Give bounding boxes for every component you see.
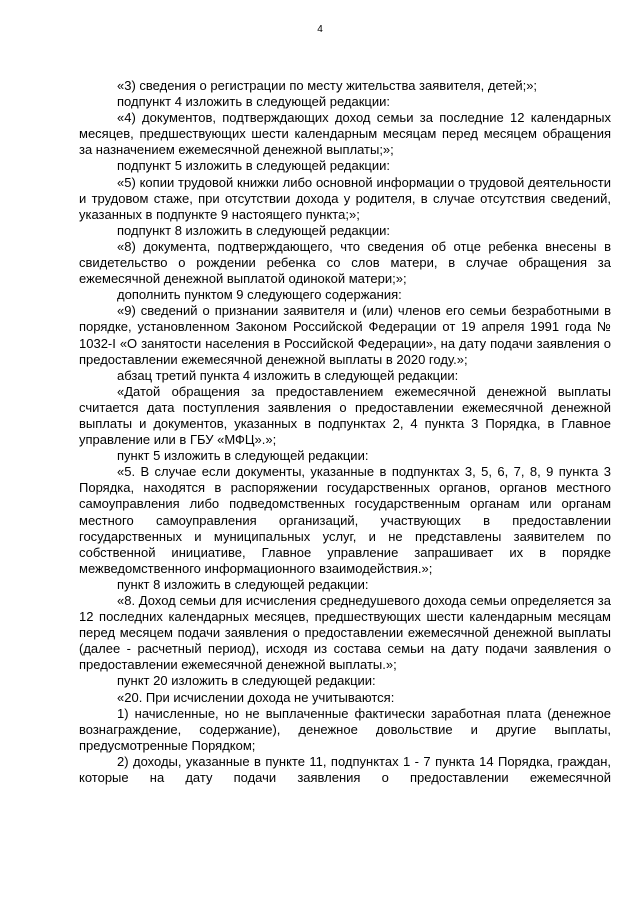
- paragraph: «4) документов, подтверждающих доход семьи за последние 12 календарных месяцев, предшествующих шести календарным месяцам перед месяцем обращения за назначением ежемесячной денежной выплаты;»;: [79, 110, 611, 158]
- paragraph: подпункт 8 изложить в следующей редакции:: [117, 222, 391, 238]
- paragraph: «Датой обращения за предоставлением ежемесячной денежной выплаты считается дата поступления заявления о предоставлении ежемесячной денежной выплаты и документов, указанных в подпунктах 2, 4 пункта 3 Порядка, в Главное управление или в ГБУ «МФЦ».»;: [79, 383, 611, 448]
- paragraph: «20. При исчислении дохода не учитываются:: [117, 689, 395, 705]
- paragraph: «8) документа, подтверждающего, что сведения об отце ребенка внесены в свидетельство о рождении ребенка со слов матери, в случае обращения за ежемесячной денежной выплатой одинокой матери;»;: [79, 238, 611, 287]
- paragraph: пункт 8 изложить в следующей редакции:: [117, 576, 369, 592]
- paragraph: «5) копии трудовой книжки либо основной информации о трудовой деятельности и трудовом стаже, при отсутствии дохода у родителя, в случае отсутствия сведений, указанных в подпункте 9 настоящего пункта;»;: [79, 174, 611, 222]
- paragraph: «8. Доход семьи для исчисления среднедушевого дохода семьи определяется за 12 последних календарных месяцев, предшествующих шести календарным месяцам перед месяцем подачи заявления о предоставлении ежемесячной денежной выплаты (далее - расчетный период), исходя из состава семьи на дату подачи заявления о предоставлении ежемесячной денежной выплаты.»;: [79, 593, 611, 673]
- paragraph: «5. В случае если документы, указанные в подпунктах 3, 5, 6, 7, 8, 9 пункта 3 Порядка, находятся в распоряжении государственных органов, органов местного самоуправления либо подведомственных государственным органам или органам местного самоуправления организаций, участвующих в предоставлении государственных и муниципальных услуг, и не представлены заявителем по собственной инициативе, Главное управление запрашивает их в порядке межведомственного информационного взаимодействия.»;: [79, 464, 611, 576]
- paragraph: подпункт 4 изложить в следующей редакции:: [117, 94, 391, 110]
- paragraph: подпункт 5 изложить в следующей редакции:: [117, 158, 391, 174]
- paragraph: абзац третий пункта 4 изложить в следующей редакции:: [117, 367, 459, 383]
- paragraph: 1) начисленные, но не выплаченные фактически заработная плата (денежное вознаграждение, содержание), денежное довольствие и другие выплаты, предусмотренные Порядком;: [79, 705, 611, 753]
- paragraph: дополнить пунктом 9 следующего содержания:: [117, 287, 402, 303]
- paragraph: 2) доходы, указанные в пункте 11, подпунктах 1 - 7 пункта 14 Порядка, граждан, которые на дату подачи заявления о предоставлении ежемесячной: [79, 753, 611, 786]
- paragraph: пункт 5 изложить в следующей редакции:: [117, 448, 369, 464]
- paragraph: пункт 20 изложить в следующей редакции:: [117, 673, 376, 689]
- paragraph: «9) сведений о признании заявителя и (или) членов его семьи безработными в порядке, установленном Законом Российской Федерации от 19 апреля 1991 года № 1032-I «О занятости населения в Российской Федерации», на дату подачи заявления о предоставлении ежемесячной денежной выплаты в 2020 году.»;: [79, 303, 611, 367]
- document-body: [79, 78, 611, 786]
- paragraph: «3) сведения о регистрации по месту жительства заявителя, детей;»;: [117, 78, 538, 93]
- page-number: 4: [317, 24, 323, 35]
